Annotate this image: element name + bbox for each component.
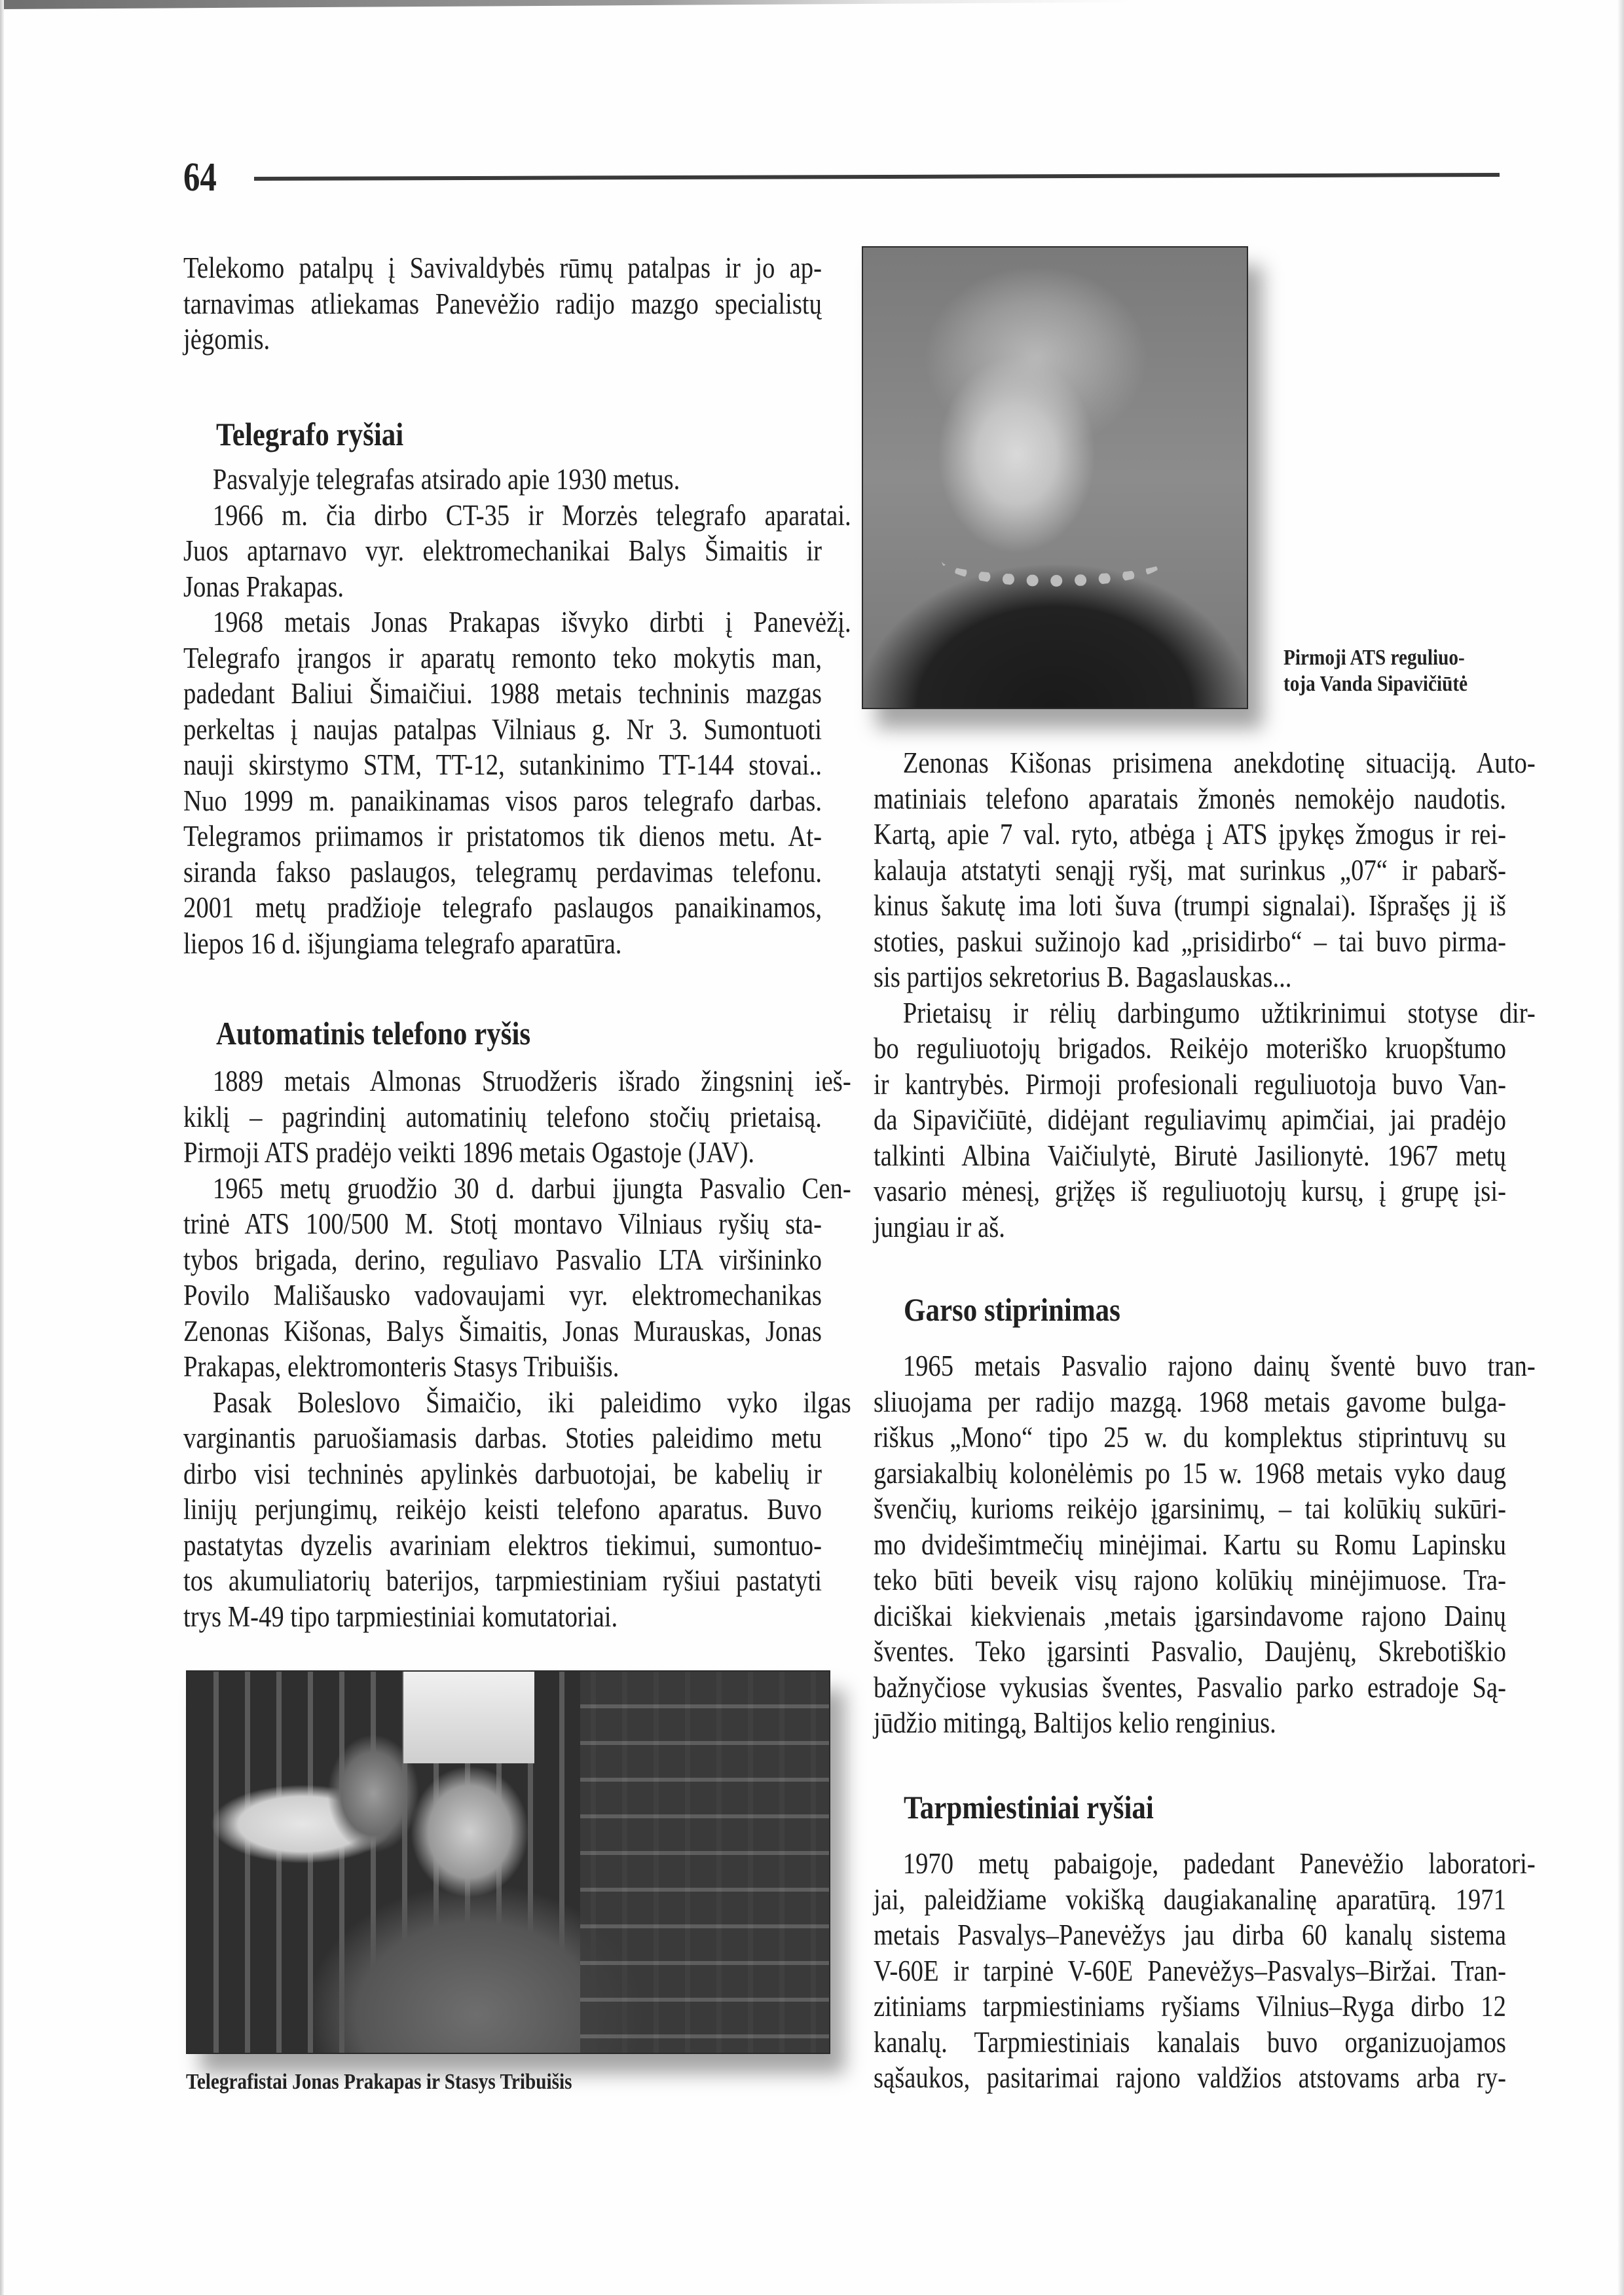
text-line-content: jūdžio mitingą, Baltijos kelio renginius.	[874, 1706, 1276, 1739]
telegraph-line	[183, 890, 926, 925]
telegraphists-photo	[186, 1670, 830, 2054]
text-line-content: pastatytas dyzelis avariniam elektros tiekimui, sumontuo-	[183, 1528, 822, 1562]
text-line-content: riškus „Mono“ tipo 25 w. du komplektus stiprintuvų su	[874, 1421, 1506, 1454]
text-line-content: tos akumuliatorių baterijos, tarpmiestiniam ryšiui pastatyti	[183, 1564, 822, 1597]
text-line-content: matiniais telefono aparatais žmonės nemokėjo naudotis.	[874, 782, 1506, 815]
intercity-line	[874, 1989, 1609, 2023]
sound-line	[874, 1634, 1609, 1668]
text-line-content: Juos aptarnavo vyr. elektromechanikai Balys Šimaitis ir	[183, 534, 822, 567]
text-line-content: da Sipavičiūtė, didėjant reguliavimų apimčiai, jai pradėjo	[874, 1103, 1506, 1136]
heading-intercity: Tarpmiestiniai ryšiai	[904, 1789, 1154, 1826]
text-line-content: bo reguliuotojų brigados. Reikėjo moteriško kruopštumo	[874, 1032, 1506, 1065]
text-line-content: jai, paleidžiame vokišką daugiakanalinę aparatūrą. 1971	[874, 1882, 1506, 1916]
scan-shadow-top	[0, 0, 1624, 9]
text-line-content: liepos 16 d. išjungiama telegrafo aparatūra.	[183, 927, 622, 960]
story-line	[874, 1031, 1609, 1065]
intercity-line	[874, 1882, 1609, 1917]
automatic-line	[183, 1064, 926, 1098]
intro-line	[183, 322, 926, 356]
automatic-line	[183, 1349, 926, 1384]
text-line-content: kiklį – pagrindinį automatinių telefono stočių prietaisą.	[183, 1100, 822, 1133]
story-line	[874, 746, 1609, 780]
text-line-content: metais Pasvalys–Panevėžys jau dirba 60 kanalų sistema	[874, 1919, 1506, 1951]
automatic-line	[183, 1457, 926, 1491]
text-line-content: 1965 metų gruodžio 30 d. darbui įjungta Pasvalio Cen-	[212, 1171, 851, 1205]
telegraph-line	[183, 534, 926, 568]
text-line-content: Zenonas Kišonas, Balys Šimaitis, Jonas Murauskas, Jonas	[183, 1314, 822, 1348]
photo-equipment-rack	[580, 1672, 829, 2053]
story-line	[874, 817, 1609, 851]
story-line	[874, 1067, 1609, 1101]
automatic-line	[183, 1278, 926, 1312]
text-line-content: padedant Baliui Šimaičiui. 1988 metais techninis mazgas	[183, 677, 822, 710]
portrait-photo	[862, 246, 1248, 709]
story-line	[874, 960, 1609, 994]
text-line-content: siranda fakso paslaugos, telegramų perdavimas telefonu.	[183, 855, 822, 889]
text-line-content: vasario mėnesį, grįžęs iš reguliuotojų kursų, į grupę įsi-	[874, 1175, 1506, 1207]
text-line-content: Prakapas, elektromonteris Stasys Tribuišis.	[183, 1350, 619, 1383]
text-line-content: jungiau ir aš.	[874, 1210, 1005, 1243]
text-line-content: sąšaukos, pasitarimai rajono valdžios atstovams arba ry-	[874, 2061, 1506, 2094]
heading-automatic-telephone: Automatinis telefono ryšis	[216, 1015, 531, 1052]
sound-line	[874, 1670, 1609, 1704]
text-line-content: 1968 metais Jonas Prakapas išvyko dirbti į Panevėžį.	[212, 606, 851, 638]
intercity-line	[874, 1954, 1609, 1988]
telegraph-line	[183, 462, 926, 496]
telegraph-line	[183, 784, 926, 818]
automatic-line	[183, 1421, 926, 1455]
text-line-content: 1889 metais Almonas Struodžeris išrado žingsninį ieš-	[212, 1065, 851, 1097]
text-line-content: Telekomo patalpų į Savivaldybės rūmų patalpas ir jo ap-	[183, 251, 822, 284]
page-number: 64	[183, 155, 217, 200]
text-line-content: linijų perjungimų, reikėjo keisti telefono aparatus. Buvo	[183, 1493, 822, 1526]
text-line-content: 1970 metų pabaigoje, padedant Panevėžio laboratori-	[902, 1847, 1536, 1880]
telegraph-line	[183, 712, 926, 746]
story-line	[874, 925, 1609, 959]
text-line-content: sis partijos sekretorius B. Bagaslauskas...	[874, 961, 1292, 993]
text-line-content: Povilo Mališausko vadovaujami vyr. elektromechanikas	[183, 1279, 822, 1312]
scan-shadow-left	[0, 0, 4, 2295]
intro-line	[183, 251, 926, 285]
text-line-content: kanalų. Tarpmiestiniais kanalais buvo organizuojamos	[874, 2025, 1506, 2059]
automatic-line	[183, 1314, 926, 1348]
story-line	[874, 889, 1609, 923]
story-line	[874, 1139, 1609, 1173]
heading-telegraph: Telegrafo ryšiai	[216, 416, 404, 452]
text-line-content: tybos brigada, derino, reguliavo Pasvalio LTA viršininko	[183, 1243, 822, 1276]
telegraph-line	[183, 641, 926, 675]
text-line-content: 1966 m. čia dirbo CT-35 ir Morzės telegrafo aparatai.	[212, 498, 851, 532]
text-line-content: trinė ATS 100/500 M. Stotį montavo Vilniaus ryšių sta-	[183, 1207, 822, 1240]
text-line-content: talkinti Albina Vaičiulytė, Birutė Jasilionytė. 1967 metų	[874, 1139, 1506, 1172]
automatic-line	[183, 1171, 926, 1205]
automatic-line	[183, 1135, 926, 1169]
telegraph-line	[183, 605, 926, 639]
text-line-content: garsiakalbių kolonėlėmis po 15 w. 1968 metais vyko daug	[874, 1456, 1506, 1490]
text-line-content: 1965 metais Pasvalio rajono dainų šventė buvo tran-	[902, 1349, 1536, 1382]
text-line-content: bažnyčiose vykusias šventes, Pasvalio parko estradoje Są-	[874, 1670, 1506, 1704]
text-line-content: nauji skirstymo STM, TT-12, sutankinimo TT-144 stovai..	[183, 748, 822, 781]
text-line-content: mo dvidešimtmečių minėjimai. Kartu su Romu Lapinsku	[874, 1528, 1506, 1561]
text-line-content: teko būti beveik visų rajono kolūkių minėjimuose. Tra-	[874, 1564, 1506, 1596]
automatic-line	[183, 1243, 926, 1277]
text-line-content: tarnavimas atliekamas Panevėžio radijo mazgo specialistų	[183, 287, 822, 320]
text-line-content: kalauja atstatyti senąjį ryšį, mat surinkus „07“ ir pabarš-	[874, 853, 1506, 887]
text-line-content: stoties, paskui sužinojo kad „prisidirbo“ – tai buvo pirma-	[874, 925, 1506, 958]
automatic-line	[183, 1100, 926, 1134]
automatic-line	[183, 1600, 926, 1634]
text-line-content: šventes. Teko įgarsinti Pasvalio, Daujėnų, Skrebotiškio	[874, 1635, 1506, 1668]
telegraph-line	[183, 819, 926, 853]
text-line-content: jėgomis.	[183, 323, 270, 356]
telegraph-line	[183, 927, 926, 961]
portrait-caption-line-2: toja Vanda Sipavičiūtė	[1283, 672, 1468, 696]
text-line-content: dirbo visi techninės apylinkės darbuotojai, be kabelių ir	[183, 1457, 822, 1490]
story-line	[874, 853, 1609, 887]
text-line-content: Pasvalyje telegrafas atsirado apie 1930 metus.	[212, 463, 680, 496]
scan-shadow-right	[1617, 0, 1624, 2295]
automatic-line	[183, 1564, 926, 1598]
sound-line	[874, 1563, 1609, 1597]
telegraph-line	[183, 855, 926, 889]
text-line-content: kinus šakutę ima loti šuva (trumpi signalai). Išprašęs jį iš	[874, 889, 1506, 922]
text-line-content: 2001 metų pradžioje telegrafo paslaugos panaikinamos,	[183, 891, 822, 924]
text-line-content: Telegrafo įrangos ir aparatų remonto teko mokytis man,	[183, 641, 822, 674]
text-line-content: sliuojama per radijo mazgą. 1968 metais gavome bulga-	[874, 1385, 1506, 1418]
text-line-content: Pasak Boleslovo Šimaičio, iki paleidimo vyko ilgas	[212, 1386, 851, 1419]
text-line-content: V-60E ir tarpinė V-60E Panevėžys–Pasvalys–Biržai. Tran-	[874, 1954, 1506, 1987]
story-line	[874, 782, 1609, 816]
telegraph-line	[183, 570, 926, 604]
sound-line	[874, 1599, 1609, 1633]
header-rule	[254, 173, 1500, 181]
telegraphists-photo-caption: Telegrafistai Jonas Prakapas ir Stasys Tribuišis	[186, 2070, 572, 2094]
sound-line	[874, 1528, 1609, 1562]
intercity-line	[874, 2025, 1609, 2059]
heading-sound-amplification: Garso stiprinimas	[904, 1291, 1120, 1328]
text-line-content: švenčių, kurioms reikėjo įgarsinimų, – tai kolūkių sukūri-	[874, 1492, 1506, 1525]
text-line-content: perkeltas į naujas patalpas Vilniaus g. Nr 3. Sumontuoti	[183, 712, 822, 746]
text-line-content: Pirmoji ATS pradėjo veikti 1896 metais Ogastoje (JAV).	[183, 1136, 755, 1169]
text-line-content: ir kantrybės. Pirmoji profesionali reguliuotoja buvo Van-	[874, 1067, 1506, 1101]
text-line-content: trys M-49 tipo tarpmiestiniai komutatoriai.	[183, 1600, 618, 1633]
text-line-content: Kartą, apie 7 val. ryto, atbėga į ATS įpykęs žmogus ir rei-	[874, 818, 1506, 851]
text-line-content: Jonas Prakapas.	[183, 570, 344, 603]
story-line	[874, 1210, 1609, 1244]
automatic-line	[183, 1492, 926, 1526]
intercity-line	[874, 1846, 1609, 1881]
sound-line	[874, 1706, 1609, 1740]
automatic-line	[183, 1528, 926, 1562]
intercity-line	[874, 2061, 1609, 2095]
telegraph-line	[183, 676, 926, 710]
portrait-caption-line-1: Pirmoji ATS reguliuo-	[1283, 646, 1465, 670]
photo-window	[403, 1672, 534, 1763]
text-line-content: varginantis paruošiamasis darbas. Stoties paleidimo metu	[183, 1422, 822, 1454]
text-line-content: Telegramos priimamos ir pristatomos tik dienos metu. At-	[183, 820, 822, 853]
text-line-content: Prietaisų ir rėlių darbingumo užtikrinimui stotyse dir-	[902, 996, 1536, 1029]
intro-line	[183, 287, 926, 321]
automatic-line	[183, 1207, 926, 1241]
text-line-content: diciškai kiekvienais ,metais įgarsindavome rajono Dainų	[874, 1599, 1506, 1632]
automatic-line	[183, 1386, 926, 1420]
story-line	[874, 1103, 1609, 1137]
sound-line	[874, 1456, 1609, 1490]
sound-line	[874, 1420, 1609, 1454]
intercity-line	[874, 1918, 1609, 1952]
telegraph-line	[183, 498, 926, 532]
story-line	[874, 1174, 1609, 1208]
text-line-content: Nuo 1999 m. panaikinamas visos paros telegrafo darbas.	[183, 784, 822, 817]
story-line	[874, 996, 1609, 1030]
telegraph-line	[183, 748, 926, 782]
text-line-content: zitiniams tarpmiestiniams ryšiams Vilnius–Ryga dirbo 12	[874, 1990, 1506, 2023]
sound-line	[874, 1492, 1609, 1526]
sound-line	[874, 1349, 1609, 1383]
text-line-content: Zenonas Kišonas prisimena anekdotinę situaciją. Auto-	[902, 746, 1536, 779]
photo-embroidered-collar	[942, 536, 1164, 587]
sound-line	[874, 1385, 1609, 1419]
